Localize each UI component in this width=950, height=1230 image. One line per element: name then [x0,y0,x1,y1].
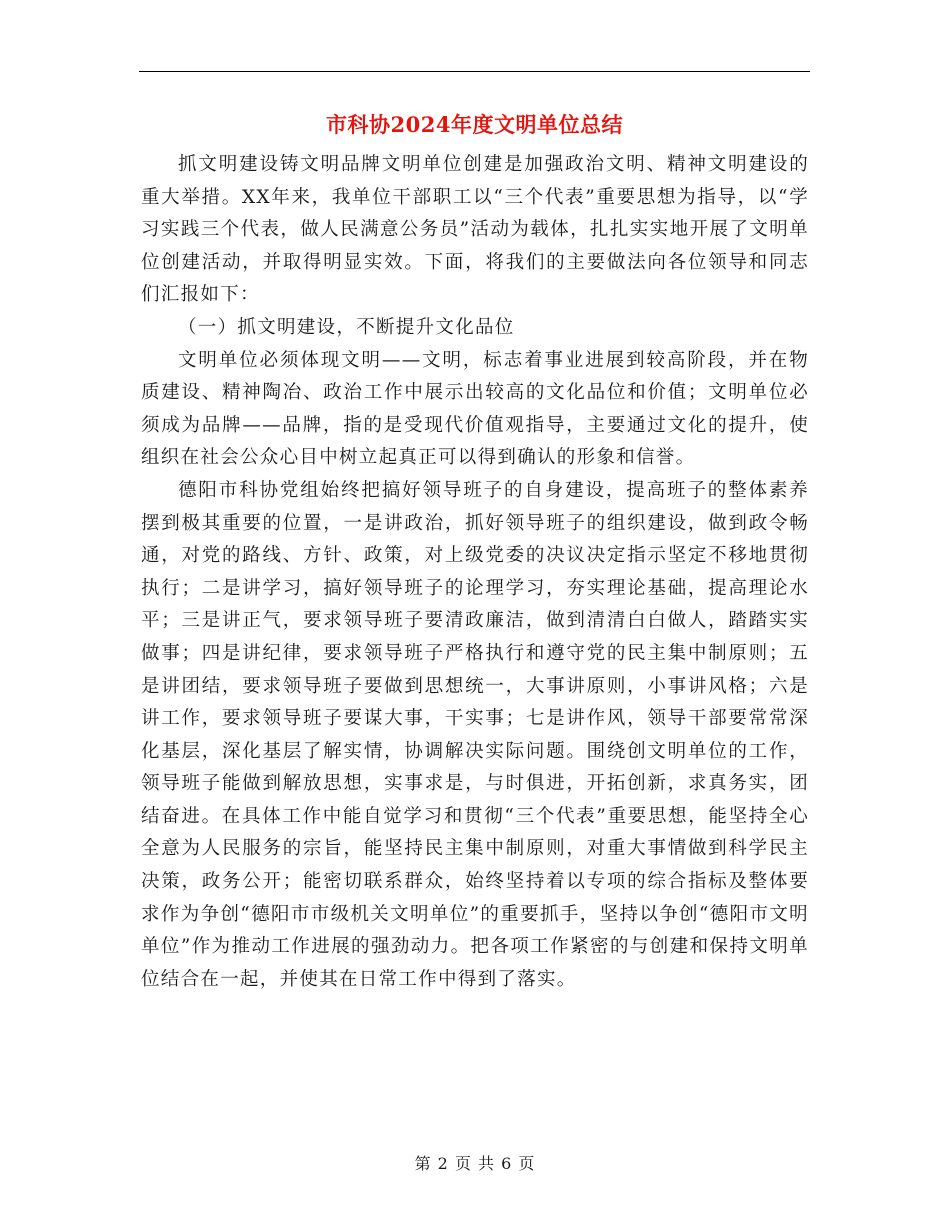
intro-paragraph: 抓文明建设铸文明品牌文明单位创建是加强政治文明、精神文明建设的重大举措。XX年来，我单位干部职工以“三个代表”重要思想为指导，以“学习实践三个代表，做人民满意公务员”活动为载体，扎扎实实地开展了文明单位创建活动，并取得明显实效。下面，将我们的主要做法向各位领导和同志们汇报如下： [141,154,809,306]
document-body [141,149,809,996]
page-number: 第 2 页 共 6 页 [414,1154,536,1173]
body-paragraph: 德阳市科协党组始终把搞好领导班子的自身建设，提高班子的整体素养摆到极其重要的位置，一是讲政治，抓好领导班子的组织建设，做到政令畅通，对党的路线、方针、政策，对上级党委的决议决定指示坚定不移地贯彻执行；二是讲学习，搞好领导班子的论理学习，夯实理论基础，提高理论水平；三是讲正气，要求领导班子要清政廉洁，做到清清白白做人，踏踏实实做事；四是讲纪律，要求领导班子严格执行和遵守党的民主集中制原则；五是讲团结，要求领导班子要做到思想统一，大事讲原则，小事讲风格；六是讲工作，要求领导班子要谋大事，干实事；七是讲作风，领导干部要常常深化基层，深化基层了解实情，协调解决实际问题。围绕创文明单位的工作，领导班子能做到解放思想，实事求是，与时俱进，开拓创新，求真务实，团结奋进。在具体工作中能自觉学习和贯彻“三个代表”重要思想，能坚持全心全意为人民服务的宗旨，能坚持民主集中制原则，对重大事情做到科学民主决策，政务公开；能密切联系群众，始终坚持着以专项的综合指标及整体要求作为争创“德阳市市级机关文明单位”的重要抓手，坚持以争创“德阳市文明单位”作为推动工作进展的强劲动力。把各项工作紧密的与创建和保持文明单位结合在一起，并使其在日常工作中得到了落实。 [141,479,809,990]
header-rule [139,71,810,72]
body-paragraph: 文明单位必须体现文明——文明，标志着事业进展到较高阶段，并在物质建设、精神陶冶、政治工作中展示出较高的文化品位和价值；文明单位必须成为品牌——品牌，指的是受现代价值观指导，主要通过文化的提升，使组织在社会公众心目中树立起真正可以得到确认的形象和信誉。 [141,349,809,469]
section-heading: （一）抓文明建设，不断提升文化品位 [178,316,515,338]
document-title: 市科协2024年度文明单位总结 [326,112,623,137]
